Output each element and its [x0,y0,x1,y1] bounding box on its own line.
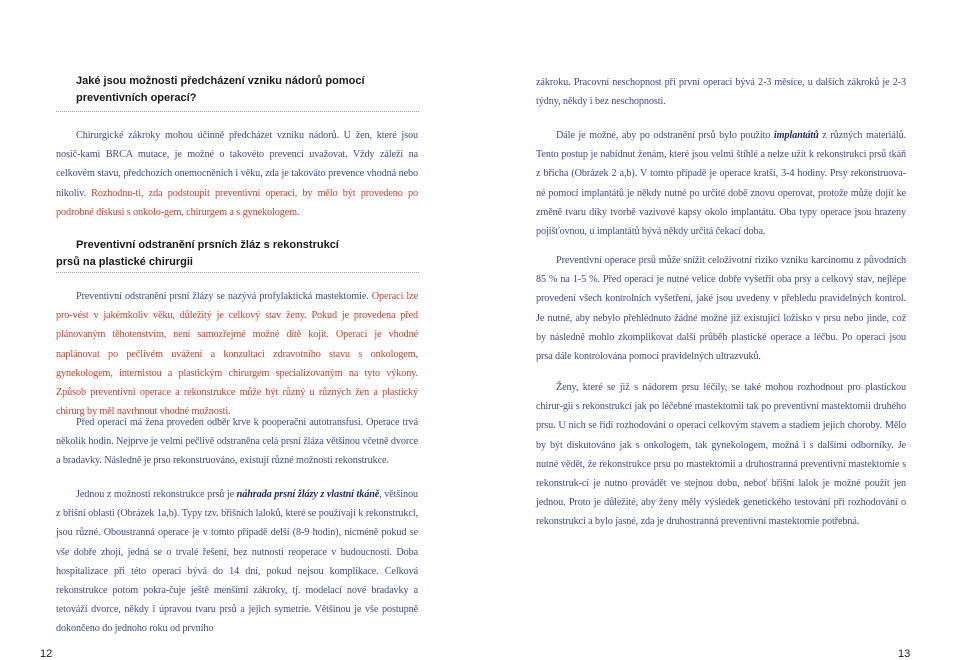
paragraph-text: Preventivní operace prsů může snížit celoživotní riziko vzniku karcinomu z původních 85 % na 1-5 %. Před operací je nutné velice dobře vyšetřit oba prsy a celkový stav, nejlépe provedení všech kontrolních vyšetření, jaké jsou uvedeny v přehledu pravidelných kontrol. Je nutné, aby nebylo přehlédnuto žádné možné již existující ložisko v prsu nebo jinde, což by následně mohlo zkomplikovat další průběh plastické operace a léčbu. Po operaci jsou prsa dále kontrolována pomocí pravidelných ultrazvuků. [536,255,906,363]
paragraph-text-continued: , většinou z břišní oblasti (Obrázek 1a,b). Typy tzv. břišních laloků, které se používají k rekonstrukci, jsou různé. Oboustranná operace je v tomto případě delší (8-9 hodin), nicméně pokud se vše dobře zhojí, jedná se o trvalé řešení, bez nutnosti reoperace v budoucnosti. Doba hospitalizace při této operaci bývá do 14 dní, pokud nejsou komplikace. Celková rekonstrukce potom pokra-čuje ještě menšími zákroky, tj. modelací nové bradavky a tetováží dvorce, někdy i úpravou tvaru prsů a jejich symetrie. Většinou je vše postupně dokončeno do jednoho roku od prvního [56,489,418,635]
section-heading-mastectomy [76,237,419,254]
section-heading-prevention [76,73,419,107]
paragraph-text: Ženy, které se již s nádorem prsu léčily, se také mohou rozhodnout pro plastickou chirur-gii s rekonstrukcí jak po léčebné mastektomii tak po preventivní mastektomii druhého prsu. U nich se řídí rozhodování o operaci celkovým stavem a stadiem jejich choroby. Mělo by být diskutováno jak s onkologem, tak gynekologem, možná i s dalšími odborníky. Je nutné vědět, že rekonstrukce prsu po mastektomii a druhostranná preventivní mastektomie s rekonstruk-cí je nutno provádět ve stejnou dobu, neboť břišní lalok je možné použít jen jednou. Proto je důležité, aby ženy měly výsledek genetického testování při rozhodování o rekonstrukci a bylo jasné, zda je druhostranná preventivní mastektomie potřebná. [536,382,906,528]
paragraph-intro [56,126,418,222]
heading-line-2: prsů na plastické chirurgii [56,256,193,268]
paragraph-text: Před operací má žena proveden odběr krve k pooperační autotransfusi. Operace trvá několik hodin. Nejprve je velmi pečlivě odstraněna celá prsní žláza většinou včetně dvorce a bradavky. Následně je prso rekonstruováno, existují různé možnosti rekonstrukce. [56,417,418,467]
heading-line-2: preventivních operací? [76,92,197,104]
paragraph-treated-women [536,378,906,532]
left-page [0,0,480,659]
paragraph-text: Jednou z možností rekonstrukce prsů je [76,489,237,500]
section-heading-mastectomy-line2 [56,254,418,271]
paragraph-risk-reduction [536,251,906,366]
right-page [480,0,960,659]
paragraph-text-continued: Operaci lze pro-vést v jakémkoliv věku, důležitý je celkový stav ženy. Pokud je provedena před plánovaným těhotenstvím, není samozřejmé možné dítě kojit. Operaci je vhodné naplánovat po pečlivém uvážení a konzultaci zdravotního stavu s onkologem, gynekologem, internistou a plastickým chirurgem specializovaným na tyto výkony. Způsob preventivní operace a rekonstrukce může být různý u různých žen a plastický chirurg by měl navrhnout vhodné možnosti. [56,291,418,418]
paragraph-text-continued: z různých materiálů. Tento postup je nabídnut ženám, které jsou velmi štíhlé a nelze užít k rekonstrukci prsů tkáň z břicha (Obrázek 2 a,b). V tomto případě je operace kratší, 3-4 hodiny. Prsy rekonstruova-né pomocí implantátů je někdy nutné po určité době znovu operovat, protože může dojít ke změně tvaru díky tvorbě vazivové kapsy okolo implantátu. Oba typy operace jsou hrazeny pojišťovnou, u implantátů bývá někdy určitá čekací doba. [536,130,907,238]
paragraph-text: Chirurgické zákroky mohou účinně předcházet vzniku nádorů. U žen, které jsou nosič-kami BRCA mutace, je možné o takovéto prevenci uvažovat. Vždy záleží na celkovém stavu, předchozích onemocněních i věku, zda je takováto prevence vhodná nebo nikoliv. [56,130,418,199]
heading-line-1: Preventivní odstranění prsních žláz s rekonstrukcí [76,239,339,251]
paragraph-continued [536,73,906,111]
paragraph-text: Dále je možné, aby po odstranění prsů bylo použito [556,130,774,141]
page-number: 13 [898,648,911,660]
paragraph-mastectomy [56,287,418,421]
heading-rule [56,111,419,112]
heading-line-1: Jaké jsou možnosti předcházení vzniku nádorů pomocí [76,75,365,87]
paragraph-reconstruction [56,485,418,639]
page-number: 12 [40,648,53,660]
emphasized-term: náhrada prsní žlázy z vlastní tkáně [236,489,380,500]
paragraph-text: Preventivní odstranění prsní žlázy se nazývá profylaktická mastektomie. [76,291,372,302]
paragraph-autotransfusion [56,413,418,471]
paragraph-text-continued: Rozhodnu-ti, zda podstoupit preventivní operaci, by mělo být provedeno po podrobné diskusi s onkolo-gem, chirurgem a s gynekologem. [56,187,418,218]
paragraph-text: zákroku. Pracovní neschopnost při první operaci bývá 2-3 měsíce, u dalších zákroků je 2-3 týdny, někdy i bez neschopnosti. [536,77,906,108]
paragraph-implants [536,126,906,241]
heading-rule [56,272,419,273]
emphasized-term: implantátů [773,130,819,141]
